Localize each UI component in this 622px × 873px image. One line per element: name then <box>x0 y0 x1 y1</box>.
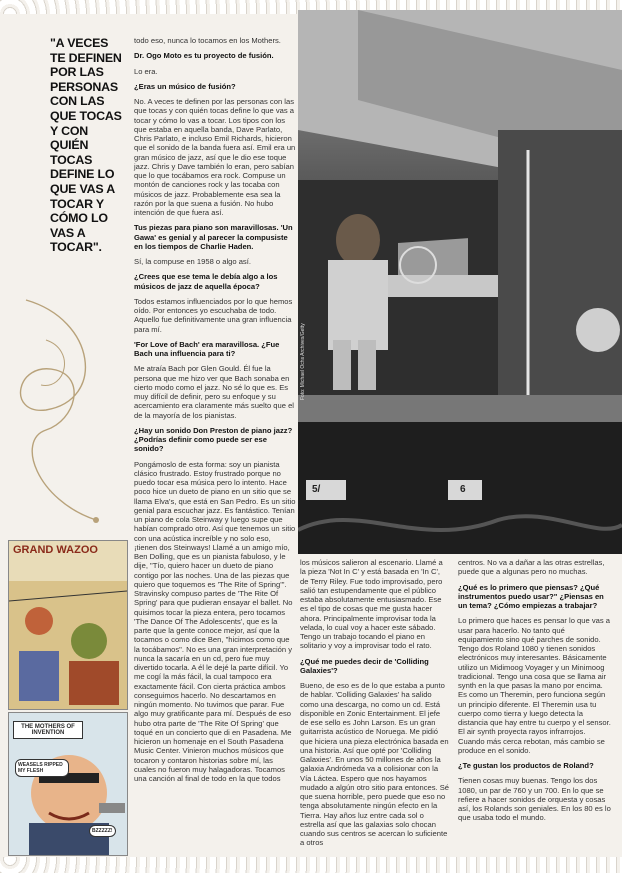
interview-answer: Bueno, de eso es de lo que estaba a punto de hablar. 'Colliding Galaxies' ha salido como una descarga, no como un cd. Está disponible en Zonic Entertainment. El jefe de ese sello es John Larson. Es un gran guitarrista acústico de Noruega. Me pidió que hiciera una pieza electrónica basada en una historia. Así que opté por 'Colliding Galaxies'. En unos 50 millones de años la galaxia Andrómeda va a colisionar con la Vía Láctea. Espero que nos hayamos mudado a algún otro sitio para entonces. Sé que suena horrible, pero puede que eso no tenga absolutamente ningún efecto en la Tierra. Hay años luz entre cada sol o estrella así que las galaxias solo chocan cuando sus centros se acercan lo suficiente a otros <box>300 681 450 848</box>
interview-answer: No. A veces te definen por las personas con las que tocas y con quién tocas define lo que vas a tocar y cómo lo vas a tocar. Los tipos con los que estaba en aquella banda, Dave Parlato, Chris Parlato, e incluso Emil Richards, hicieron que el sonido de la banda fuera así. Emil era un gran músico de jazz, así que le dio ese toque jazz. Chris y Dave también lo eran, pero sabían que lo que tocábamos era rock. Compuse un montón de canciones rock y las tocaba con músicos de jazz. Probablemente esa sea la razón por la que suena a fusión. No hubo intención de que fuera así. <box>134 97 296 217</box>
weasels-ripped-my-flesh-cover <box>8 712 128 856</box>
interview-question: ¿Qué me puedes decir de 'Colliding Galaxies'? <box>300 656 429 675</box>
concert-photo <box>298 10 622 554</box>
interview-answer: Lo era. <box>134 66 158 76</box>
weasels-speech-bubble: WEASELS RIPPED MY FLESH <box>15 759 69 777</box>
interview-question: ¿Eras un músico de fusión? <box>134 81 236 91</box>
interview-question: ¿Crees que ese tema le debía algo a los músicos de jazz de aquella época? <box>134 272 278 291</box>
stage-label-6: 6 <box>460 484 466 495</box>
grand-wazoo-cover <box>8 540 128 710</box>
interview-answer: centros. No va a dañar a las otras estrellas, puede que a algunas pero no muchas. <box>458 558 605 577</box>
article-column-1 <box>134 36 296 789</box>
decorative-swirl <box>6 280 126 540</box>
interview-answer: Tienen cosas muy buenas. Tengo los dos 1080, un par de 760 y un 700. En lo que se refiere a hacer sonidos de orquesta y cosas así, los Rolands son geniales. En los 80 es lo que usaba todo el mundo. <box>458 776 611 823</box>
photo-credit: Foto: Michael Ochs Archives/Getty <box>300 323 306 400</box>
interview-question: ¿Qué es lo primero que piensas? ¿Qué instrumentos puedo usar?" ¿Piensas en un tema? ¿Cómo empiezas a trabajar? <box>458 582 604 610</box>
stage-label-5: 5/ <box>312 484 321 495</box>
lace-border-bottom <box>0 857 622 873</box>
interview-answer: los músicos salieron al escenario. Llamé a la pieza 'Not In C' y está basada en 'In C', de Terry Riley. Fue todo improvisado, pero salió tan estupendamente que el público estaba absolutamente entusiasmado. Ese es el tipo de cosas que me gusta hacer ahora. Principalmente improvisar toda la velada, lo cual voy a hacer este sábado. Tengo un trabajo tocando el piano en solitario y voy a improvisar todo el rato. <box>300 558 443 651</box>
article-column-3 <box>458 558 612 829</box>
interview-answer: Me atraía Bach por Glen Gould. Él fue la persona que me hizo ver que Bach sonaba en cierto modo como el jazz. No sé lo que es. Es muy difícil de definir, pero su enfoque y su acercamiento era claramente más suelto que el de la mayoría de los pianistas. <box>134 364 294 420</box>
pull-quote: "A VECES TE DEFINEN POR LAS PERSONAS CON LAS QUE TOCAS Y CON QUIÉN TOCAS DEFINE LO QUE VAS A TOCAR Y CÓMO LO VAS A TOCAR". <box>50 36 122 255</box>
concert-photo-drawing <box>298 10 622 554</box>
interview-question: ¿Te gustan los productos de Roland? <box>458 761 594 770</box>
interview-answer: Todos estamos influenciados por lo que hemos oído. Por entonces yo escuchaba de todo. Aquello fue definitivamente una gran influencia para mí. <box>134 296 293 334</box>
grand-wazoo-illustration <box>9 541 127 709</box>
interview-question: Dr. Ogo Moto es tu proyecto de fusión. <box>134 51 274 61</box>
interview-answer: Pongámoslo de esta forma: soy un pianista clásico frustrado. Estoy frustrado porque no puedo tocar esa música pero lo intento. Hace poco hice un dueto de piano en un sitio que se llama Elva's, que está en San Pedro. Es un sitio genial para escuchar jazz. Es fantástico. Tenían un piano de cola Steinway y luego supe que habían comprado otro. Así que tenemos un sitio con una acústica increíble y no solo eso, ¡tienen dos Steinways! Llamé a un amigo mío, Ben Dolling, que es un pianista fabuloso, y le dije, "Tío, quiero hacer un dueto de piano contigo por las noches. Una de las piezas que quiero que toquemos es 'The Rite of Spring'". Stravinsky compuso partes de 'The Rite Of Spring' para que pudieran ensayar el ballet. No quisimos tocar la pieza entera, pero tocamos 'The Dance Of The Adolescents', que es la parte que la gente conoce mejor, así que la tocamos o como dice Ben, "hicimos como que la tocábamos". No es una gran interpretación y nunca la sacaría en un cd, pero fue muy divertido tocarla. A él le dejé la parte difícil. Yo me cogí la más fácil, la cual tampoco era exactamente fácil. Con cierta práctica ambos conseguimos hacerlo. No descartamos en ningún momento. No tuvimos que parar. Fue algo muy gratificante para mí. Después de eso hubo otra parte de 'The Rite Of Spring' que toqué en un concierto que di en Pasadena. Me hicieron un homenaje en el South Pasadena Music Center. Vinieron muchos músicos que tocaron y contaron historias sobre mí, las cuales no fueron muy halagadoras. Tocamos una canción al final de todo en la que todos <box>134 459 296 783</box>
mothers-of-invention-badge: THE MOTHERS OF INVENTION <box>13 721 83 739</box>
article-column-2 <box>300 558 450 854</box>
interview-answer: Lo primero que haces es pensar lo que vas a usar para hacerlo. No tanto qué equipamiento sino qué parches de sonido. Tengo dos Roland 1080 y tienen sonidos electrónicos muy interesantes. Básicamente utilizo un Midimoog Voyager y un Minimoog tradicional. Tengo una cosa que se llama air synth en la que pasas la mano por encima. Es como un Theremin, pero funciona según un principio diferente. El Theremin usa tu cuerpo como tierra y luego detecta la distancia que hay entre tu cuerpo y el sensor. El air synth proyecta rayos infrarrojos. Cuando más cerca rebotan, más cambio se produce en el sonido. <box>458 616 611 755</box>
interview-question: 'For Love of Bach' era maravillosa. ¿Fue Bach una influencia para ti? <box>134 339 280 358</box>
interview-question: ¿Hay un sonido Don Preston de piano jazz? ¿Podrías definir como puede ser ese sonido? <box>134 425 293 454</box>
bzzz-speech-bubble: BZZZZZ! <box>89 825 116 837</box>
interview-answer: Sí, la compuse en 1958 o algo así. <box>134 257 251 266</box>
interview-answer: todo eso, nunca lo tocamos en los Mothers. <box>134 36 281 45</box>
grand-wazoo-title: GRAND WAZOO <box>13 544 98 556</box>
interview-question: Tus piezas para piano son maravillosas. 'Un Gawa' es genial y al parecer la compusiste en los tiempos de Charlie Haden. <box>134 223 293 251</box>
